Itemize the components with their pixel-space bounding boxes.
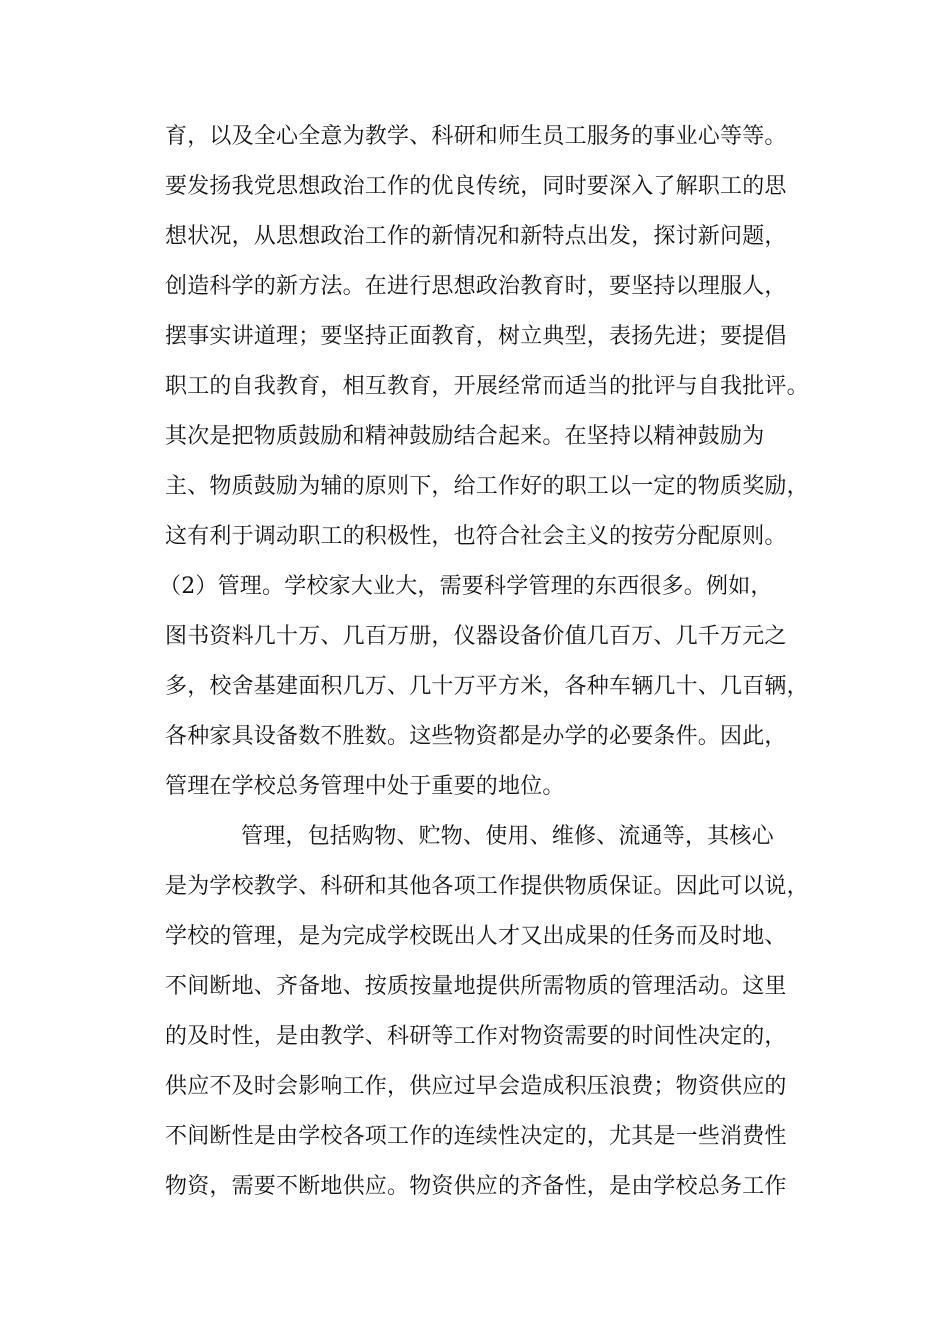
text-line: 多，校舍基建面积几万、几十万平方米，各种车辆几十、几百辆， [165,674,809,699]
text-line: 管理，包括购物、贮物、使用、维修、流通等，其核心 [241,824,774,849]
text-line: 管理在学校总务管理中处于重要的地位。 [165,774,565,799]
text-line: 主、物质鼓励为辅的原则下，给工作好的职工以一定的物质奖励， [165,474,809,499]
text-line: 供应不及时会影响工作，供应过早会造成积压浪费；物资供应的 [165,1074,787,1099]
text-line: 的及时性，是由教学、科研等工作对物资需要的时间性决定的， [165,1024,787,1049]
text-line: 摆事实讲道理；要坚持正面教育，树立典型，表扬先进；要提倡 [165,324,787,349]
text-line: 职工的自我教育，相互教育，开展经常而适当的批评与自我批评。 [165,374,809,399]
text-line: 不间断性是由学校各项工作的连续性决定的，尤其是一些消费性 [165,1124,787,1149]
text-line: 物资，需要不断地供应。物资供应的齐备性，是由学校总务工作 [165,1174,787,1199]
text-line: 其次是把物质鼓励和精神鼓励结合起来。在坚持以精神鼓励为 [165,424,765,449]
text-line: 不间断地、齐备地、按质按量地提供所需物质的管理活动。这里 [165,974,787,999]
text-line: 创造科学的新方法。在进行思想政治教育时，要坚持以理服人， [165,274,787,299]
text-line: 各种家具设备数不胜数。这些物资都是办学的必要条件。因此， [165,724,787,749]
text-line: 这有利于调动职工的积极性，也符合社会主义的按劳分配原则。 [165,524,787,549]
text-line: 图书资料几十万、几百万册，仪器设备价值几百万、几千万元之 [165,624,787,649]
text-line: 是为学校教学、科研和其他各项工作提供物质保证。因此可以说， [165,874,809,899]
text-line: （2）管理。学校家大业大，需要科学管理的东西很多。例如， [159,574,773,599]
text-line: 学校的管理，是为完成学校既出人才又出成果的任务而及时地、 [165,924,787,949]
text-line: 要发扬我党思想政治工作的优良传统，同时要深入了解职工的思 [165,174,787,199]
text-line: 育，以及全心全意为教学、科研和师生员工服务的事业心等等。 [165,124,787,149]
text-line: 想状况，从思想政治工作的新情况和新特点出发，探讨新问题， [165,224,787,249]
